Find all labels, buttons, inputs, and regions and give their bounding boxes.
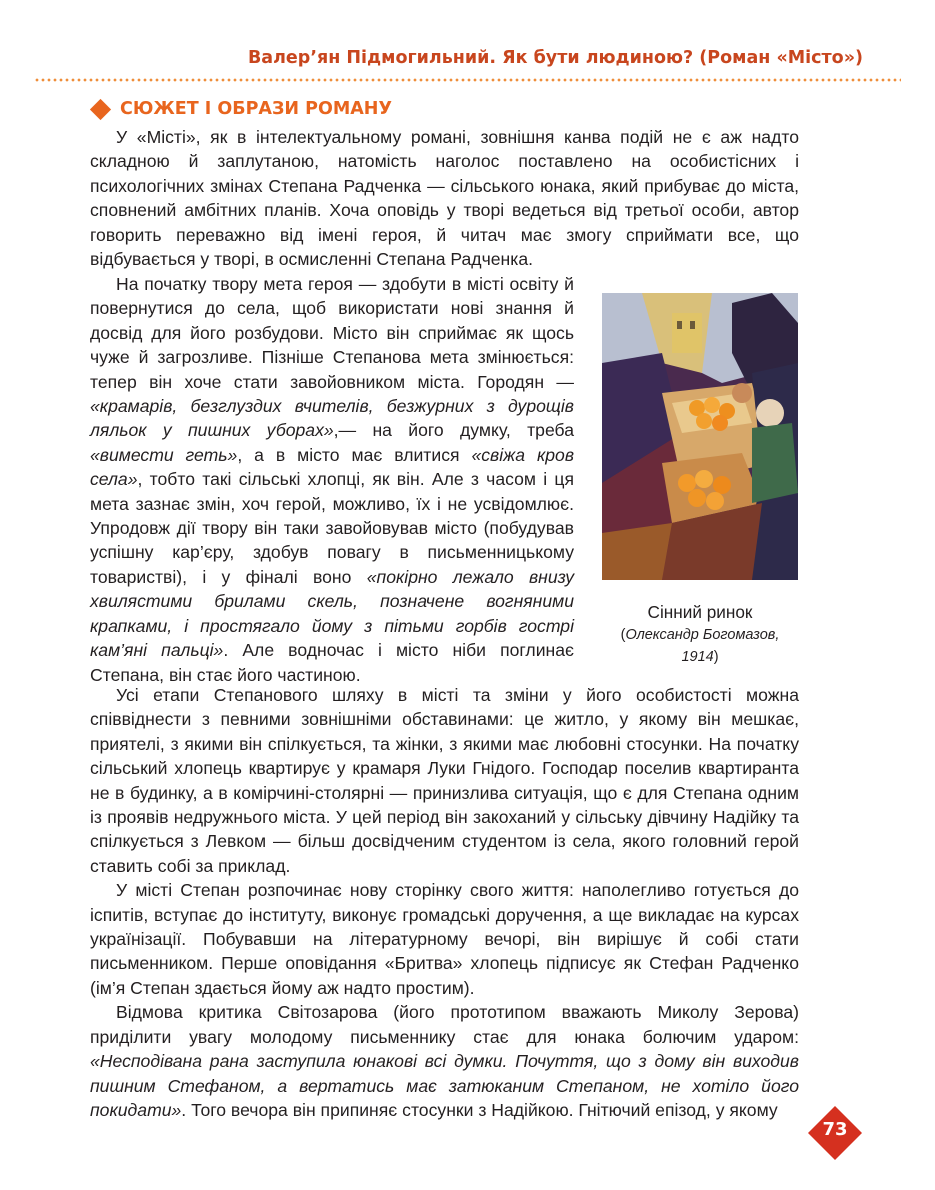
paragraph-4: У місті Степан розпочинає нову сторінку свого життя: наполегливо готується до іспитів, вступає до інституту, виконує громадські доручення, а ще викладає на курсах українізації. Побувавши на літературному вечорі, він вирішує й собі стати письменником. Перше оповідання «Бритва» хлопець підписує як Стефан Радченко (ім’я Степан здається йому аж надто простим). — [90, 880, 799, 998]
page-number: 73 — [822, 1119, 848, 1140]
text-block-beside-figure — [90, 272, 574, 687]
text-block-top — [90, 125, 799, 271]
paragraph-5: Відмова критика Світозарова (його прототипом вважають Миколу Зерова) приділити увагу молодому письменнику стає для юнака болючим ударом: «Несподівана рана заступила юнакові всі думки. Почуття, що з дому він виходив пишним Стефаном, а вертатись має затюканим Степаном, не хотіло його покидати». Того вечора він припиняє стосунки з Надійкою. Гнітючий епізод, у якому — [90, 1002, 799, 1120]
paragraph-3: Усі етапи Степанового шляху в місті та зміни у його особистості можна співвіднести з певними зовнішніми обставинами: це житло, у якому він мешкає, приятелі, з якими він спілкується, та жінки, з якими має любовні стосунки. На початку сільський хлопець квартирує у крамаря Луки Гнідого. Господар поселив квартиранта не в будинку, а в комірчині-столярні — принизлива ситуація, що є для Степана одним із проявів недружнього міста. У цей період він закоханий у сільську дівчину Надійку та спілкується з Левком — більш досвідченим студентом із села, якого головний герой ставить собі за приклад. — [90, 685, 799, 876]
dotted-divider — [34, 78, 901, 82]
quote-city-finale: «покірно лежало внизу хвилястими брилами скель, позначене вогняними крапками, і простягало йому з пітьми горбів гострі кам’яні пальці» — [90, 566, 574, 661]
paragraph-2: На початку твору мета героя — здобути в місті освіту й повернутися до села, щоб використати нові знання й досвід для його розбудови. Місто він сприймає як щось чуже й загрозливе. Пізніше Степанова мета змінюється: тепер він хоче стати завойовником міста. Городян — «крамарів, безглуздих вчителів, безжурних з дурощів ляльок у пишних уборах»,— на його думку, треба «вимести геть», а в місто має влитися «свіжа кров села», тобто такі сільські хлопці, як він. Але з часом і ця мета зазнає змін, хоч герой, можливо, їх і не усвідомлює. Упродовж дії твору він таки завойовував місто (побудував успішну кар’єру, здобув повагу в письменницькому товаристві), і у фіналі воно «покірно лежало внизу хвилястими брилами скель, позначене вогняними крапками, і простягало йому з пітьми горбів гострі кам’яні пальці». Але водночас і місто ніби поглинає Степана, він стає його частиною. — [90, 274, 574, 685]
figure-credit: (Олександр Богомазов, 1914) — [620, 627, 780, 665]
figure-caption — [602, 600, 798, 668]
quote-sweep-away: «вимести геть» — [90, 444, 238, 465]
section-heading — [93, 99, 392, 119]
figure-title: Сінний ринок — [647, 602, 753, 622]
quote-unexpected-wound: «Несподівана рана заступила юнакові всі думки. Почуття, що з дому він виходив пишним Стефаном, а вертатись має затюканим Степаном, не хотіло його покидати» — [90, 1051, 799, 1120]
paragraph-1: У «Місті», як в інтелектуальному романі, зовнішня канва подій не є аж надто складною й заплутаною, натомість наголос поставлено на особистісних і психологічних змінах Степана Радченка — сільського юнака, який прибуває до міста, сповнений амбітних планів. Хоча оповідь у творі ведеться від третьої особи, автор говорить переважно від імені героя, й читач має змогу сприймати все, що відбувається у творі, в осмисленні Степана Радченка. — [90, 127, 799, 270]
quote-townspeople: «крамарів, безглуздих вчителів, безжурних з дурощів ляльок у пишних уборах» — [90, 396, 574, 441]
text-block-bottom — [90, 683, 799, 1122]
figure-credit-text: Олександр Богомазов, 1914 — [625, 627, 780, 665]
running-header: Валер’ян Підмогильний. Як бути людиною? (Роман «Місто») — [247, 48, 863, 68]
section-title: СЮЖЕТ І ОБРАЗИ РОМАНУ — [120, 99, 392, 119]
diamond-bullet-icon — [90, 98, 111, 119]
quote-fresh-blood: «свіжа кров села» — [90, 444, 574, 490]
painting-image — [602, 293, 798, 580]
